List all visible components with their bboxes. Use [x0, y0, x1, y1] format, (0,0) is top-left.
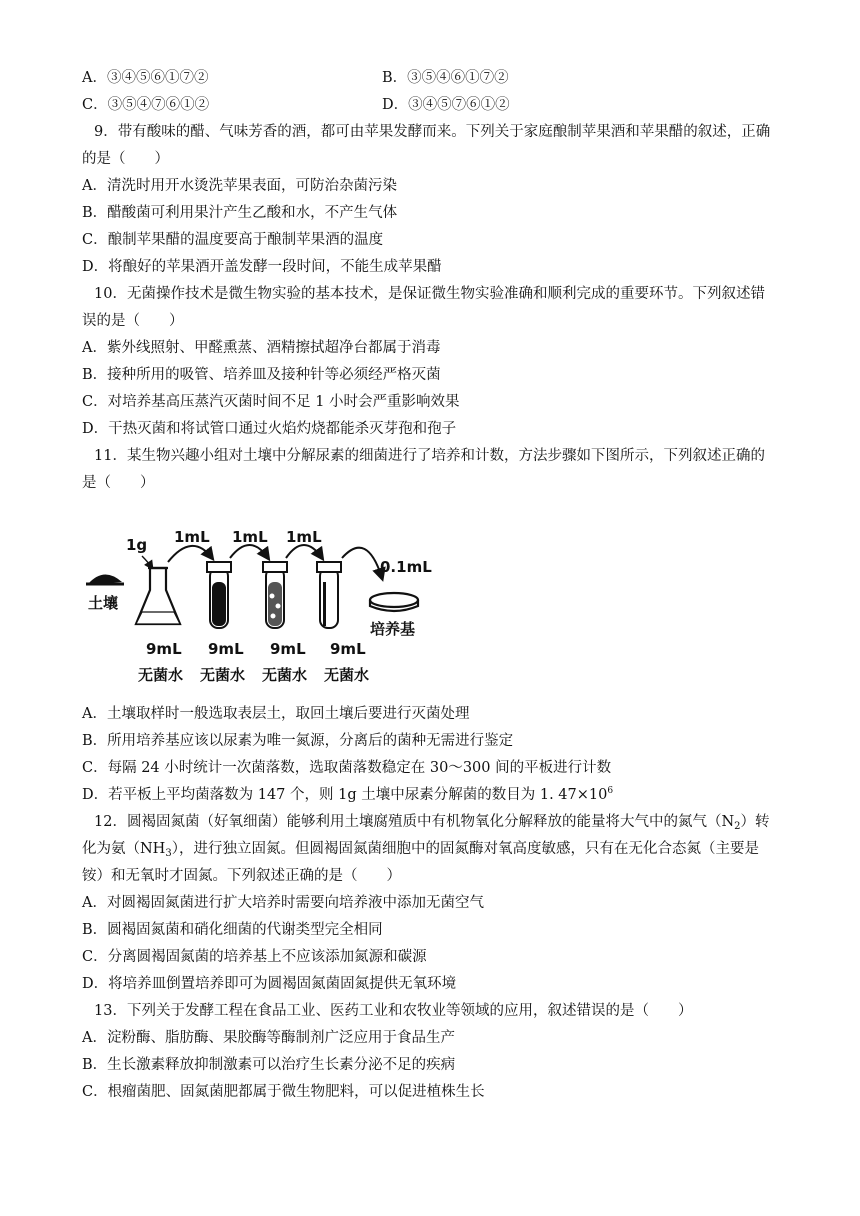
q9-option-c: C．酿制苹果醋的温度要高于酿制苹果酒的温度 [82, 232, 384, 248]
q11-stem-line2: 是（ ） [82, 475, 155, 491]
transfer-label-3: 1mL [286, 528, 322, 546]
q9-option-b: B．醋酸菌可利用果汁产生乙酸和水，不产生气体 [82, 205, 398, 221]
sterile-water-label-3: 无菌水 [262, 666, 308, 684]
sterile-water-label-4: 无菌水 [324, 666, 370, 684]
transfer-label-2: 1mL [232, 528, 268, 546]
q9-option-d: D．将酿好的苹果酒开盖发酵一段时间，不能生成苹果醋 [82, 259, 442, 275]
water-volume-2: 9mL [208, 640, 244, 658]
sterile-water-label-1: 无菌水 [138, 666, 184, 684]
q12-stem-line2 [82, 839, 759, 859]
q13-option-c: C．根瘤菌肥、固氮菌肥都属于微生物肥料，可以促进植株生长 [82, 1084, 485, 1100]
water-volume-3: 9mL [270, 640, 306, 658]
q12-n2-subscript: 2 [734, 821, 741, 832]
q12-option-b: B．圆褐固氮菌和硝化细菌的代谢类型完全相同 [82, 922, 383, 938]
medium-label: 培养基 [370, 620, 416, 638]
sample-mass-label: 1g [126, 536, 148, 554]
q11-stem-line1: 11．某生物兴趣小组对土壤中分解尿素的细菌进行了培养和计数，方法步骤如下图所示，下列叙述正确的 [94, 448, 765, 464]
test-tube-1-icon [207, 562, 231, 628]
q8-option-a: A．③④⑤⑥①⑦② [82, 70, 209, 86]
q8-option-b: B．③⑤④⑥①⑦② [382, 70, 509, 86]
q12-option-d: D．将培养皿倒置培养即可为圆褐固氮菌固氮提供无氧环境 [82, 976, 457, 992]
petri-dish-icon [370, 593, 418, 611]
transfer-label-1: 1mL [174, 528, 210, 546]
test-tube-2-icon [263, 562, 287, 628]
q12-option-c: C．分离圆褐固氮菌的培养基上不应该添加氮源和碳源 [82, 949, 427, 965]
q11-option-c: C．每隔 24 小时统计一次菌落数，选取菌落数稳定在 30～300 间的平板进行计数 [82, 760, 612, 776]
q11-option-d-exponent: 6 [607, 786, 614, 796]
q13-stem-line1: 13．下列关于发酵工程在食品工业、医药工业和农牧业等领域的应用，叙述错误的是（ ） [94, 1003, 693, 1019]
q8-option-d: D．③④⑤⑦⑥①② [382, 97, 510, 113]
q10-option-d: D．干热灭菌和将试管口通过火焰灼烧都能杀灭芽孢和孢子 [82, 421, 457, 437]
q10-option-c: C．对培养基高压蒸汽灭菌时间不足 1 小时会严重影响效果 [82, 394, 460, 410]
q12-stem-line1 [94, 812, 770, 832]
q11-option-d [82, 785, 613, 805]
soil-label: 土壤 [88, 594, 119, 612]
plating-volume-label: 0.1mL [380, 558, 432, 576]
serial-dilution-figure [82, 520, 442, 690]
flask-icon [136, 568, 180, 624]
q12-nh3-subscript: 3 [165, 848, 172, 859]
q9-option-a: A．清洗时用开水烫洗苹果表面，可防治杂菌污染 [82, 178, 397, 194]
q12-option-a: A．对圆褐固氮菌进行扩大培养时需要向培养液中添加无菌空气 [82, 895, 484, 911]
q10-stem-line1: 10．无菌操作技术是微生物实验的基本技术，是保证微生物实验准确和顺利完成的重要环节。下列叙述错 [94, 286, 765, 302]
sterile-water-label-2: 无菌水 [200, 666, 246, 684]
q13-option-a: A．淀粉酶、脂肪酶、果胶酶等酶制剂广泛应用于食品生产 [82, 1030, 455, 1046]
q9-stem-line1: 9．带有酸味的醋、气味芳香的酒，都可由苹果发酵而来。下列关于家庭酿制苹果酒和苹果醋的叙述，正确 [94, 124, 771, 140]
q11-option-b: B．所用培养基应该以尿素为唯一氮源，分离后的菌种无需进行鉴定 [82, 733, 514, 749]
q12-stem-line1-text: 12．圆褐固氮菌（好氧细菌）能够利用土壤腐殖质中有机物氧化分解释放的能量将大气中的氮气（N [94, 814, 735, 830]
water-volume-4: 9mL [330, 640, 366, 658]
q12-stem-line1-end: ）转 [740, 814, 770, 830]
q10-option-b: B．接种所用的吸管、培养皿及接种针等必须经严格灭菌 [82, 367, 441, 383]
q13-option-b: B．生长激素释放抑制激素可以治疗生长素分泌不足的疾病 [82, 1057, 456, 1073]
q12-stem-line2-text: 化为氨（NH [82, 841, 166, 857]
q9-stem-line2: 的是（ ） [82, 151, 169, 167]
test-tube-3-icon [317, 562, 341, 628]
q11-option-d-text: D．若平板上平均菌落数为 147 个，则 1g 土壤中尿素分解菌的数目为 1. 47×10 [82, 787, 608, 803]
q12-stem-line3: 铵）和无氧时才固氮。下列叙述正确的是（ ） [82, 868, 401, 884]
q11-option-a: A．土壤取样时一般选取表层土，取回土壤后要进行灭菌处理 [82, 706, 470, 722]
q10-option-a: A．紫外线照射、甲醛熏蒸、酒精擦拭超净台都属于消毒 [82, 340, 441, 356]
water-volume-1: 9mL [146, 640, 182, 658]
q12-stem-line2-end: ），进行独立固氮。但圆褐固氮菌细胞中的固氮酶对氧高度敏感，只有在无化合态氮（主要是 [171, 841, 759, 857]
q10-stem-line2: 误的是（ ） [82, 313, 184, 329]
q8-option-c: C．③⑤④⑦⑥①② [82, 97, 210, 113]
